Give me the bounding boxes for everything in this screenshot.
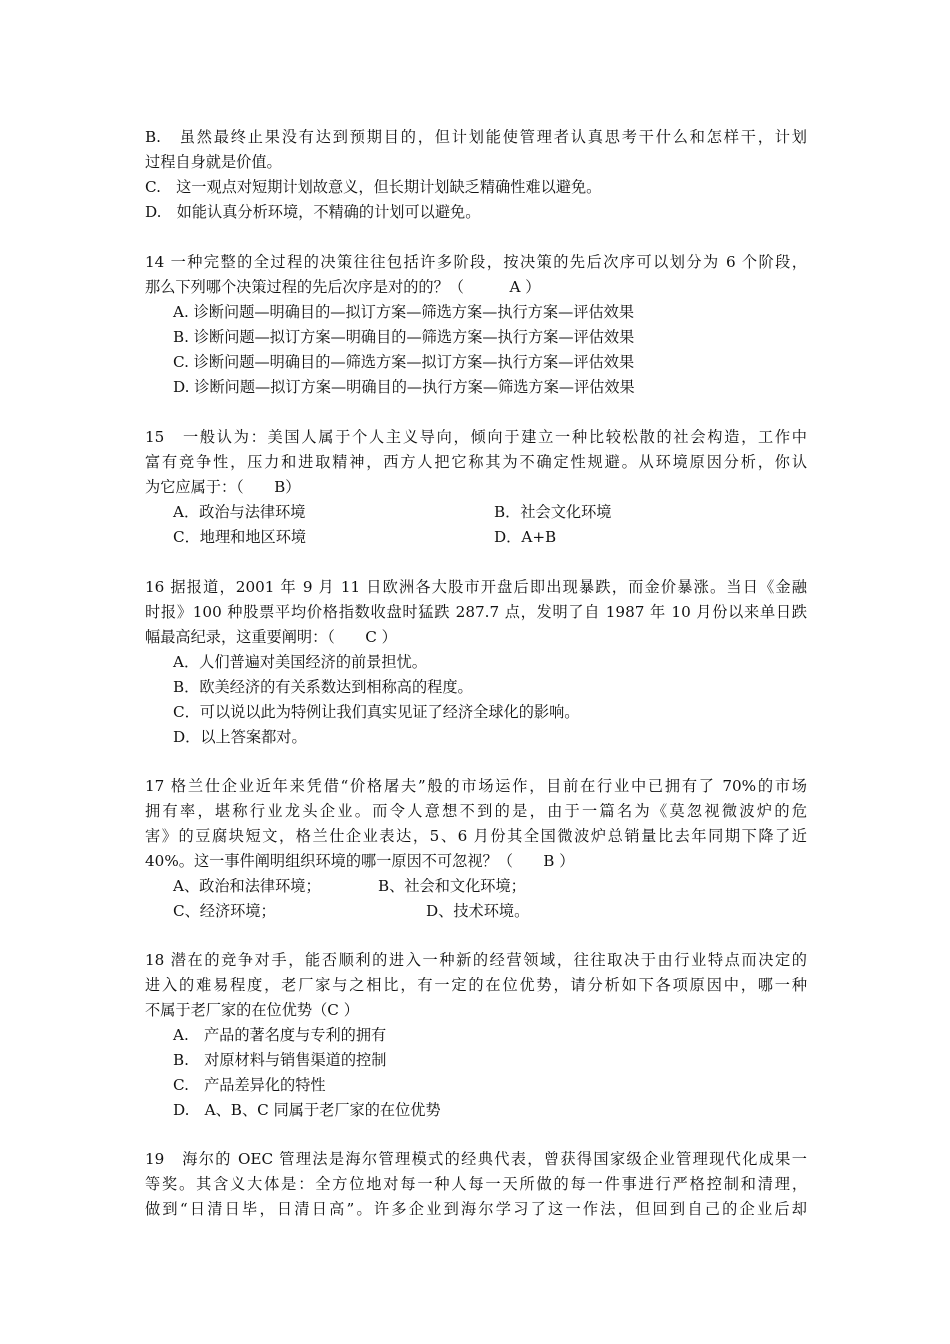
q13-option-d: D. 如能认真分析环境，不精确的计划可以避免。 xyxy=(145,203,481,221)
q14-stem-line1: 14 一种完整的全过程的决策往往包括许多阶段，按决策的先后次序可以划分为 6 个阶段， xyxy=(145,253,807,271)
q17-stem-line4: 40%。这一事件阐明组织环境的哪一原因不可忽视？（ B ） xyxy=(145,852,575,870)
q18-option-d: D. A、B、C 同属于老厂家的在位优势 xyxy=(173,1101,441,1119)
q15-option-b: B．社会文化环境 xyxy=(494,503,612,521)
q17-option-b: B、社会和文化环境； xyxy=(378,877,526,895)
q16-option-d: D．以上答案都对。 xyxy=(173,728,307,746)
q17-option-c: C、经济环境； xyxy=(173,902,276,920)
q18-option-b: B. 对原材料与销售渠道的控制 xyxy=(173,1051,387,1069)
q15-option-c: C．地理和地区环境 xyxy=(173,528,307,546)
q18-stem-line2: 进入的难易程度，老厂家与之相比，有一定的在位优势，请分析如下各项原因中，哪一种 xyxy=(145,976,807,994)
q14-option-c: C. 诊断问题—明确目的—筛选方案—拟订方案—执行方案—评估效果 xyxy=(173,353,635,371)
q18-option-a: A. 产品的著名度与专利的拥有 xyxy=(173,1026,387,1044)
q16-stem-line2: 时报》100 种股票平均价格指数收盘时猛跌 287.7 点，发明了自 1987 年 10 月份以来单日跌 xyxy=(145,603,807,621)
q15-stem-line2: 富有竞争性，压力和进取精神，西方人把它称其为不确定性规避。从环境原因分析，你认 xyxy=(145,453,807,471)
q14-option-b: B. 诊断问题—拟订方案—明确目的—筛选方案—执行方案—评估效果 xyxy=(173,328,635,346)
q17-stem-line1: 17 格兰仕企业近年来凭借“价格屠夫”般的市场运作，目前在行业中已拥有了 70%的市场 xyxy=(145,777,807,795)
q13-option-b-line1: B. 虽然最终止果没有达到预期目的，但计划能使管理者认真思考干什么和怎样干，计划 xyxy=(145,128,807,146)
q13-option-b-line2: 过程自身就是价值。 xyxy=(145,153,282,171)
q17-option-a: A、政治和法律环境； xyxy=(173,877,321,895)
q15-option-d: D．A+B xyxy=(494,528,557,546)
q18-stem-line3: 不属于老厂家的在位优势（C ） xyxy=(145,1001,359,1019)
q19-stem-line1: 19 海尔的 OEC 管理法是海尔管理模式的经典代表，曾获得国家级企业管理现代化成果一 xyxy=(145,1150,807,1168)
q16-option-a: A．人们普遍对美国经济的前景担忧。 xyxy=(173,653,427,671)
q16-option-b: B．欧美经济的有关系数达到相称高的程度。 xyxy=(173,678,473,696)
q16-option-c: C．可以说以此为特例让我们真实见证了经济全球化的影响。 xyxy=(173,703,580,721)
q15-stem-line1: 15 一般认为：美国人属于个人主义导向，倾向于建立一种比较松散的社会构造，工作中 xyxy=(145,428,807,446)
q17-option-d: D、技术环境。 xyxy=(426,902,530,920)
q15-stem-line3: 为它应属于：（ B） xyxy=(145,478,301,496)
q17-stem-line2: 拥有率，堪称行业龙头企业。而令人意想不到的是，由于一篇名为《莫忽视微波炉的危 xyxy=(145,802,807,820)
q18-stem-line1: 18 潜在的竞争对手，能否顺利的进入一种新的经营领域，往往取决于由行业特点而决定的 xyxy=(145,951,807,969)
q14-option-d: D. 诊断问题—拟订方案—明确目的—执行方案—筛选方案—评估效果 xyxy=(173,378,635,396)
q14-option-a: A. 诊断问题—明确目的—拟订方案—筛选方案—执行方案—评估效果 xyxy=(173,303,635,321)
q19-stem-line2: 等奖。其含义大体是：全方位地对每一种人每一天所做的每一件事进行严格控制和清理， xyxy=(145,1175,807,1193)
q17-stem-line3: 害》的豆腐块短文，格兰仕企业表达，5、6 月份其全国微波炉总销量比去年同期下降了近 xyxy=(145,827,807,845)
q19-stem-line3: 做到“日清日毕，日清日高”。许多企业到海尔学习了这一作法，但回到自己的企业后却 xyxy=(145,1200,807,1218)
q16-stem-line3: 幅最高纪录，这重要阐明：（ C ） xyxy=(145,628,397,646)
q18-option-c: C. 产品差异化的特性 xyxy=(173,1076,326,1094)
q15-option-a: A．政治与法律环境 xyxy=(173,503,306,521)
q13-option-c: C. 这一观点对短期计划故意义，但长期计划缺乏精确性难以避免。 xyxy=(145,178,602,196)
q16-stem-line1: 16 据报道，2001 年 9 月 11 日欧洲各大股市开盘后即出现暴跌，而金价暴涨。当日《金融 xyxy=(145,578,807,596)
q14-stem-line2: 那么下列哪个决策过程的先后次序是对的的？（ A ） xyxy=(145,278,541,296)
